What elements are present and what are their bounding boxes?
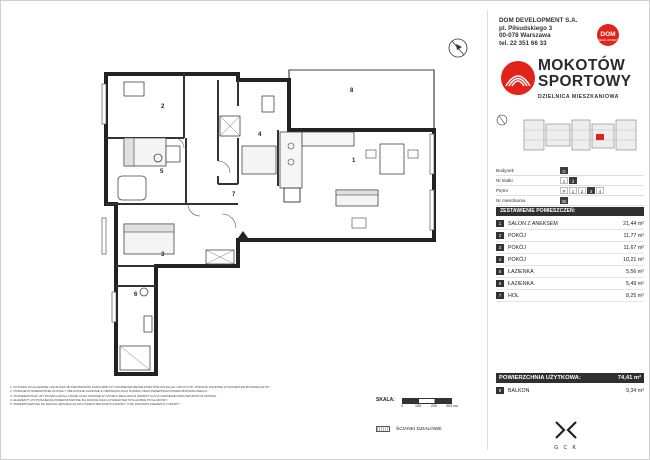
plan-notes: 1. RYSUNKI POGLĄDOWE LOKALIZACJĘ PRZYBORÓW SANITARNYCH, ROZMIESZCZENIE PUNKTÓW INSTALACYJNYCH ITP. PODANO ZGODNIE Z PROJEKTEM BUDOWLANYM. 2. PODANE POWIERZCHNIE ZOSTAŁY OBLICZONE ZGODNIE Z OBOWIĄZUJĄCĄ NORMĄ ORAZ PRZEPISAMI PRAWA BUDOWLANEGO. 3. POWIERZCHNIA UŻYTKOWA LOKALU MOŻE ULEC ZMIANIE W WYNIKU REALIZACJI INWESTYCJI W ZAKRESIE DOPUSZCZONYM UMOWĄ. 4. ELEMENTY WYPOSAŻENIA PRZEDSTAWIONE NA RZUCIE MAJĄ CHARAKTER WYŁĄCZNIE POGLĄDOWY. 5. PRZEDSTAWIONA NA RZUCIE ARANŻACJA MA CHARAKTER PRZYKŁADOWY I NIE STANOWI ELEMENTU OFERTY. bbox=[10, 385, 270, 407]
room-label-3: 3 bbox=[161, 252, 165, 258]
company-city: 00-078 Warszawa bbox=[499, 32, 551, 40]
stadium-logo-icon bbox=[500, 60, 536, 96]
company-street: pl. Piłsudskiego 3 bbox=[499, 24, 553, 32]
building-row: Budynek G bbox=[496, 166, 644, 176]
balcony-area bbox=[289, 70, 434, 130]
balcony-row: 8 BALKON 9,34 m² bbox=[496, 385, 644, 396]
room-label-5: 5 bbox=[160, 169, 164, 175]
key-plan bbox=[494, 112, 642, 160]
brand-title: MOKOTÓW SPORTOWY bbox=[538, 57, 632, 90]
rooms-list bbox=[496, 218, 644, 302]
company-info bbox=[499, 17, 577, 47]
apartment-info bbox=[496, 166, 644, 206]
company-phone: tel. 22 351 66 33 bbox=[499, 39, 547, 47]
total-area bbox=[496, 373, 644, 383]
apartment-marker bbox=[596, 134, 604, 140]
divider bbox=[487, 10, 488, 450]
svg-text:G C K: G C K bbox=[554, 445, 578, 451]
scale-bar: SKALA: 0 100 200 300 cm bbox=[376, 397, 458, 408]
wall-swatch bbox=[376, 426, 390, 432]
room-label-7: 7 bbox=[232, 192, 236, 198]
brand-logo bbox=[500, 58, 635, 104]
room-row: 2 POKÓJ 11,77 m² bbox=[496, 230, 644, 242]
floor-plan bbox=[6, 26, 478, 398]
room-label-1: 1 bbox=[352, 158, 356, 164]
north-arrow-icon bbox=[449, 39, 467, 57]
room-row: 3 POKÓJ 11,67 m² bbox=[496, 242, 644, 254]
scale-label: SKALA: bbox=[376, 397, 395, 403]
room-row: 1 SALON Z ANEKSEM 21,44 m² bbox=[496, 218, 644, 230]
room-label-2: 2 bbox=[161, 104, 165, 110]
room-label-8: 8 bbox=[350, 88, 354, 94]
room-row: 6 ŁAZIENKA 5,49 m² bbox=[496, 278, 644, 290]
floor-row: Piętro P 1 2 3 4 bbox=[496, 186, 644, 196]
dom-logo-icon bbox=[591, 23, 625, 47]
brand-subtitle: DZIELNICA MIESZKANIOWA bbox=[538, 94, 619, 100]
key-plan-north-icon bbox=[497, 115, 507, 125]
rooms-title: ZESTAWIENIE POMIESZCZEŃ: bbox=[496, 207, 644, 216]
room-label-4: 4 bbox=[258, 132, 262, 138]
room-row: 4 POKÓJ 10,21 m² bbox=[496, 254, 644, 266]
legend-walls: ŚCIANKI DZIAŁOWE bbox=[396, 426, 442, 432]
room-label-6: 6 bbox=[134, 292, 138, 298]
company-name: DOM DEVELOPMENT S.A. bbox=[499, 17, 578, 24]
svg-text:DOM: DOM bbox=[600, 31, 616, 38]
total-area-value: 74,41 m² bbox=[617, 375, 641, 381]
stair-row: Nr klatki 1 2 bbox=[496, 176, 644, 186]
room-row: 7 HOL 8,25 m² bbox=[496, 290, 644, 302]
legend bbox=[376, 426, 442, 432]
total-area-label: POWIERZCHNIA UŻYTKOWA: bbox=[499, 375, 581, 381]
room-row: 5 ŁAZIENKA 5,56 m² bbox=[496, 266, 644, 278]
svg-text:DEVELOPMENT: DEVELOPMENT bbox=[598, 39, 618, 42]
apartment-number-row: Nr mieszkania 36 bbox=[496, 196, 644, 206]
gck-logo-icon bbox=[548, 416, 584, 452]
